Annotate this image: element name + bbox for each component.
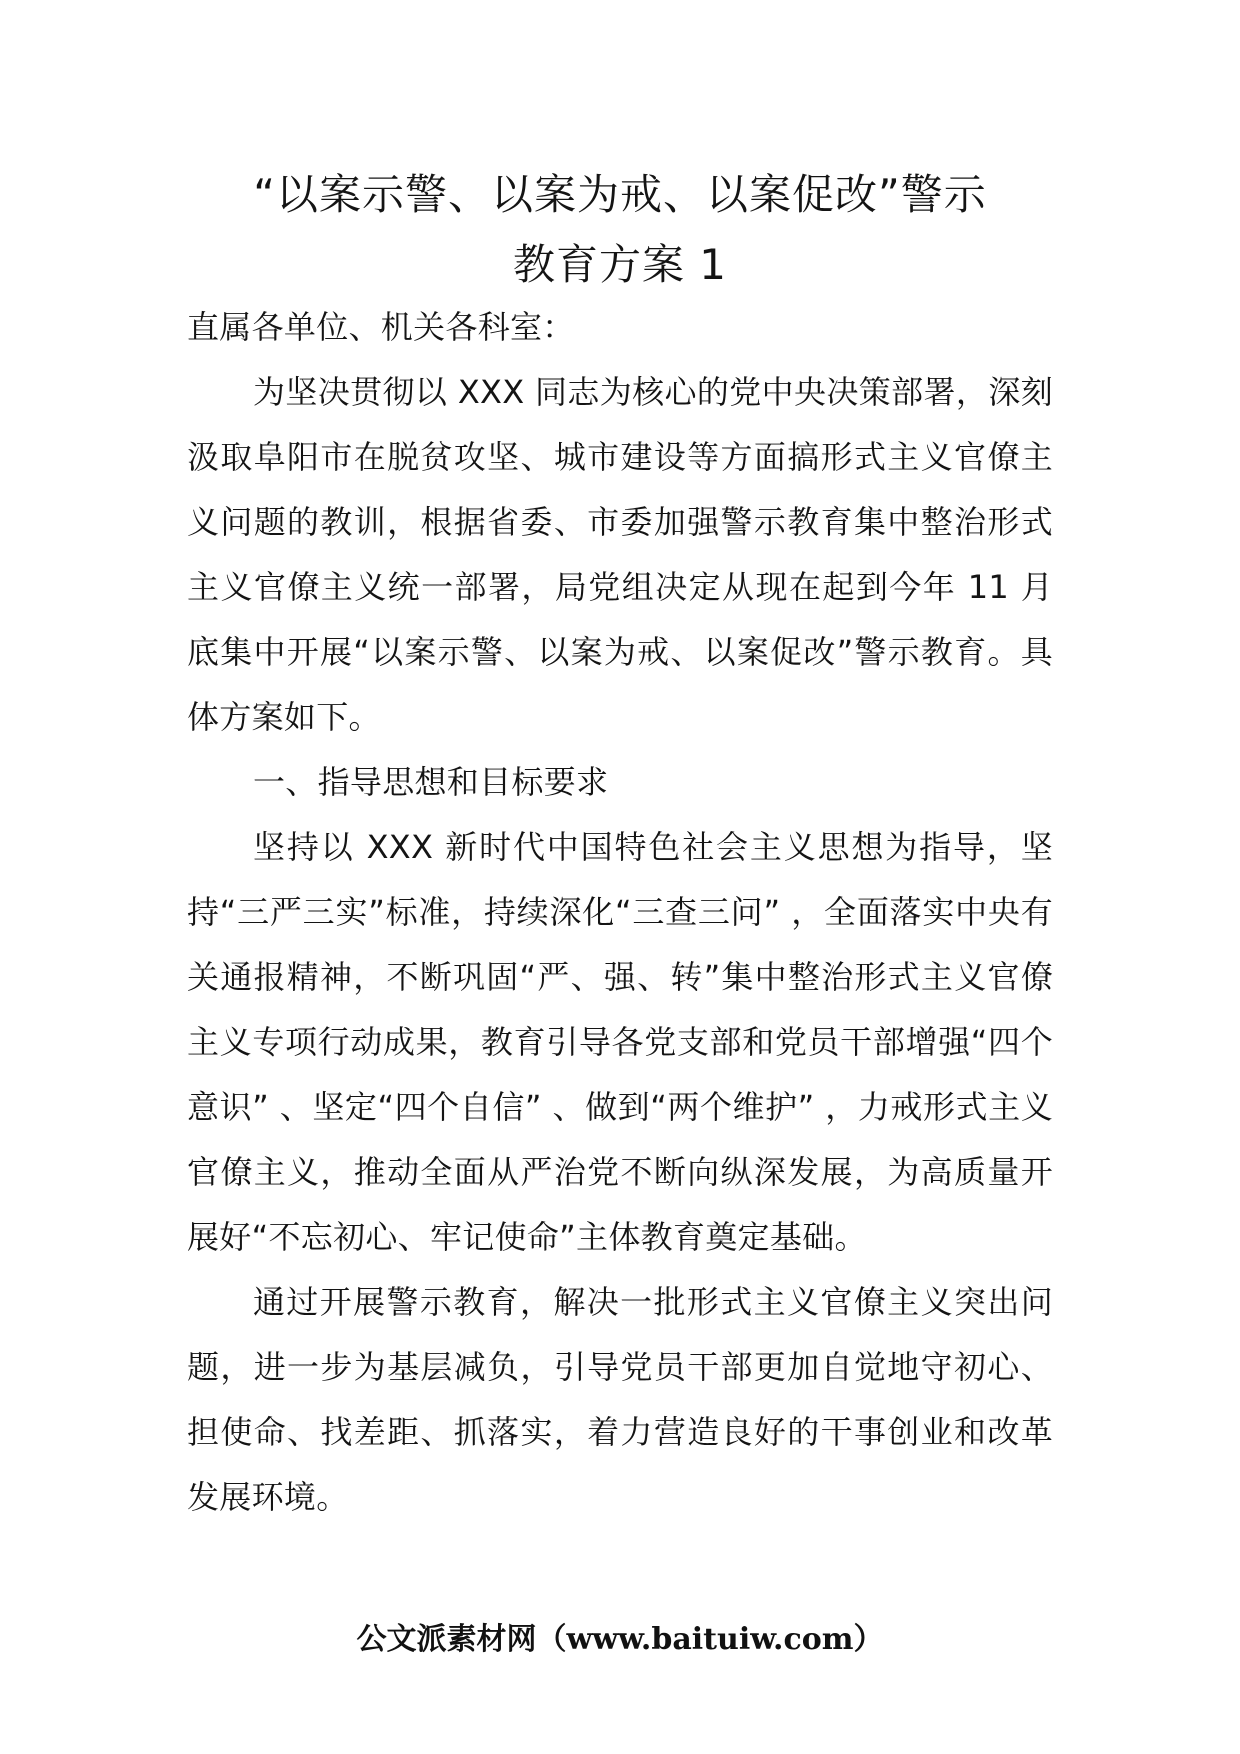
paragraph-goals: 通过开展警示教育，解决一批形式主义官僚主义突出问题，进一步为基层减负，引导党员干部更加自觉地守初心、担使命、找差距、抓落实，着力营造良好的干事创业和改革发展环境。 [187,1283,1053,1516]
paragraph-intro: 为坚决贯彻以 XXX 同志为核心的党中央决策部署，深刻汲取阜阳市在脱贫攻坚、城市建设等方面搞形式主义官僚主义问题的教训，根据省委、市委加强警示教育集中整治形式主义官僚主义统一部署，局党组决定从现在起到今年 11 月底集中开展“以案示警、以案为戒、以案促改”警示教育。具体方案如下。 [187,373,1053,736]
section-heading-1: 一、指导思想和目标要求 [253,763,609,801]
document-title-line-2: 教育方案 1 [512,240,728,289]
footer-watermark: 公文派素材网（www.baituiw.com） [356,1622,884,1657]
salutation: 直属各单位、机关各科室： [187,308,575,346]
document-body [187,295,1053,1530]
paragraph-guiding-thought: 坚持以 XXX 新时代中国特色社会主义思想为指导，坚持“三严三实”标准，持续深化“三查三问” ，全面落实中央有关通报精神，不断巩固“严、强、转”集中整治形式主义官僚主义专项行动成果，教育引导各党支部和党员干部增强“四个意识” 、坚定“四个自信” 、做到“两个维护” ，力戒形式主义官僚主义，推动全面从严治党不断向纵深发展，为高质量开展好“不忘初心、牢记使命”主体教育奠定基础。 [187,828,1053,1256]
document-title-line-1: “以案示警、以案为戒、以案促改”警示 [253,170,987,219]
